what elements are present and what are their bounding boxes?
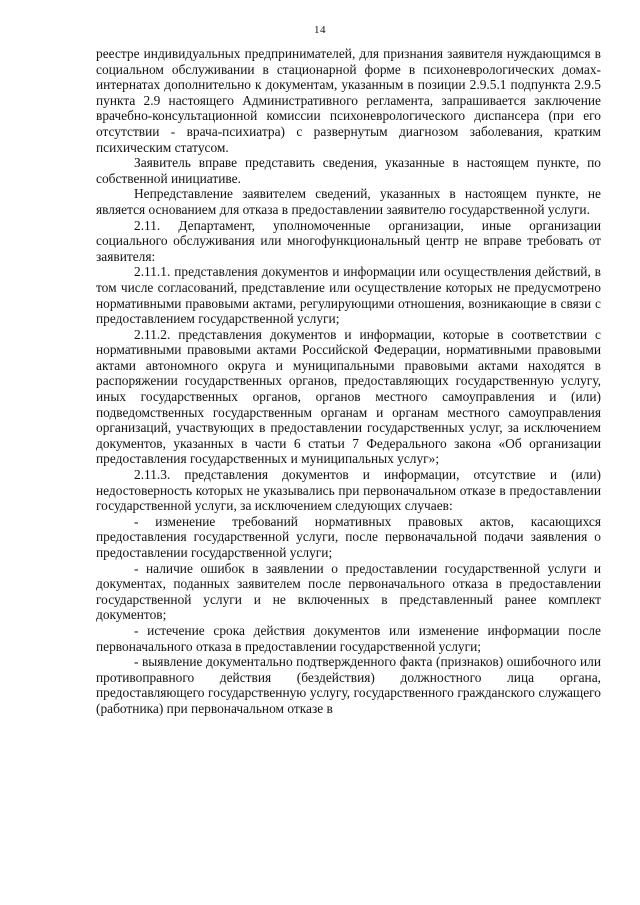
list-item-official-misconduct: - выявление документально подтвержденного факта (признаков) ошибочного или противоправного действия (бездействия) должностного лица органа, предоставляющего государственную услугу, государственного гражданского служащего (работника) при первоначальном отказе в bbox=[96, 654, 601, 716]
paragraph-section-2-11: 2.11. Департамент, уполномоченные организации, иные организации социального обслуживания или многофункциональный центр не вправе требовать от заявителя: bbox=[96, 217, 601, 264]
list-item-requirement-change: - изменение требований нормативных правовых актов, касающихся предоставления государственной услуги, после первоначальной подачи заявления о предоставлении государственной услуги; bbox=[96, 513, 601, 560]
list-item-document-expiry: - истечение срока действия документов или изменение информации после первоначального отказа в предоставлении государственной услуги; bbox=[96, 622, 601, 654]
paragraph-section-2-11-2: 2.11.2. представления документов и информации, которые в соответствии с нормативными правовыми актами Российской Федерации, нормативными правовыми актами автономного округа и муниципальными правовыми актами находятся в распоряжении государственных органов, предоставляющих государственную услугу, иных государственных органов, органов местного самоуправления и (или) подведомственных государственным органам и органам местного самоуправления организаций, участвующих в предоставлении государственных услуг, за исключением документов, указанных в части 6 статьи 7 Федерального закона «Об организации предоставления государственных и муниципальных услуг»; bbox=[96, 326, 601, 467]
document-body bbox=[96, 46, 601, 717]
paragraph-section-2-11-1: 2.11.1. представления документов и информации или осуществления действий, в том числе согласований, представление или осуществление которых не предусмотрено нормативными правовыми актами, регулирующими отношения, возникающие в связи с предоставлением государственной услуги; bbox=[96, 264, 601, 327]
paragraph-applicant-right: Заявитель вправе представить сведения, указанные в настоящем пункте, по собственной инициативе. bbox=[96, 155, 601, 186]
page-number: 14 bbox=[314, 24, 326, 36]
paragraph-non-submission: Непредставление заявителем сведений, указанных в настоящем пункте, не является основанием для отказа в предоставлении заявителю государственной услуги. bbox=[96, 186, 601, 217]
list-item-application-errors: - наличие ошибок в заявлении о предоставлении государственной услуги и документах, поданных заявителем после первоначального отказа в предоставлении государственной услуги и не включенных в представленный ранее комплект документов; bbox=[96, 560, 601, 623]
paragraph-section-2-11-3: 2.11.3. представления документов и информации, отсутствие и (или) недостоверность которых не указывались при первоначальном отказе в предоставлении государственной услуги, за исключением следующих случаев: bbox=[96, 467, 601, 514]
paragraph-registry-continuation: реестре индивидуальных предпринимателей, для признания заявителя нуждающимся в социальном обслуживании в стационарной форме в психоневрологических домах-интернатах дополнительно к документам, указанным в позиции 2.9.5.1 подпункта 2.9.5 пункта 2.9 настоящего Административного регламента, запрашивается заключение врачебно-консультационной комиссии психоневрологического диспансера (при его отсутствии - врача-психиатра) с развернутым диагнозом заболевания, кратким психическим статусом. bbox=[96, 46, 601, 155]
